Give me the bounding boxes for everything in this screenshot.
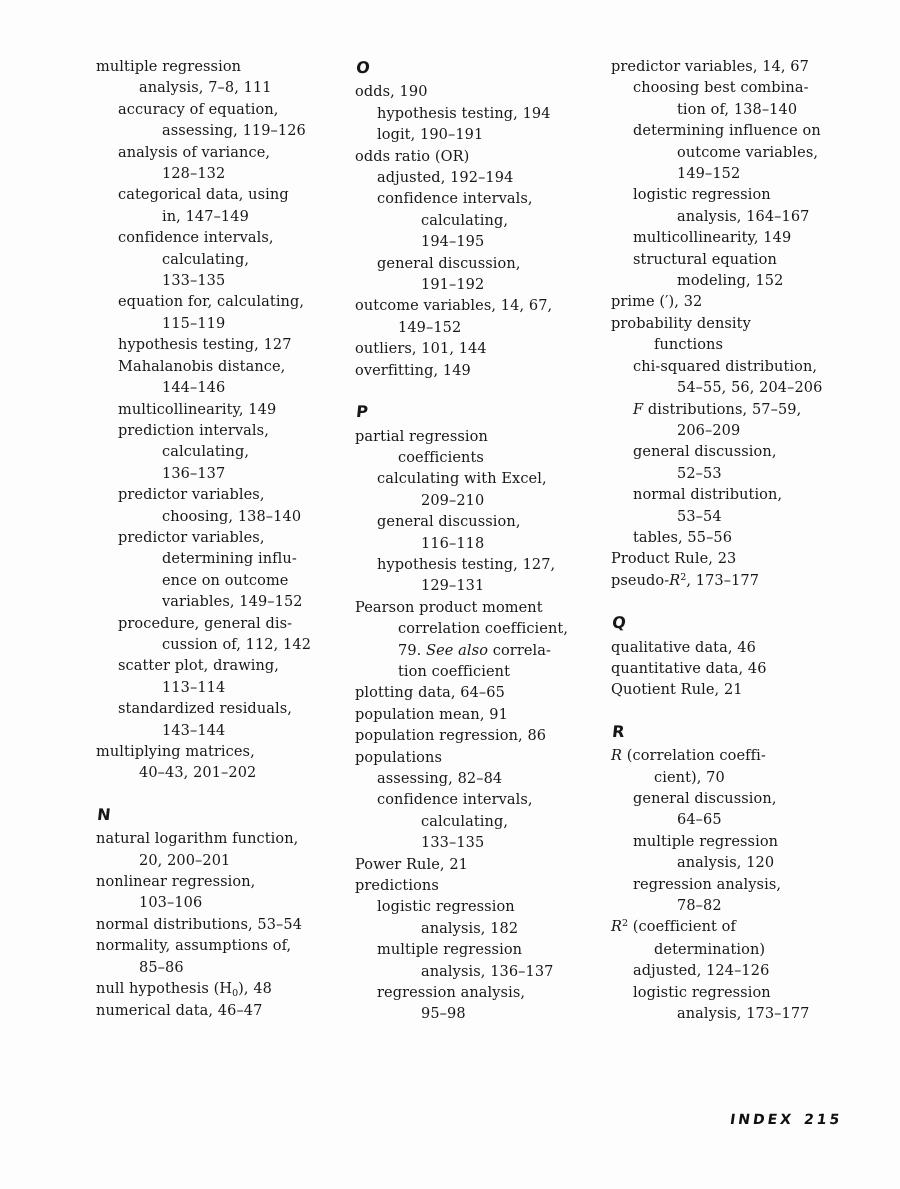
index-line: 209–210 — [421, 492, 485, 509]
index-line: logit, 190–191 — [377, 127, 484, 144]
index-line: 133–135 — [162, 273, 226, 290]
section-letter: Q — [611, 613, 627, 633]
index-line: regression analysis, — [377, 985, 526, 1002]
page-footer — [729, 1112, 843, 1128]
index-line: outcome variables, — [677, 144, 819, 161]
index-line: equation for, calculating, — [118, 294, 305, 311]
index-line: multiple regression — [633, 833, 779, 850]
index-line: normality, assumptions of, — [96, 938, 292, 955]
index-line: 103–106 — [139, 895, 203, 912]
index-column — [96, 57, 351, 1023]
index-line: prediction intervals, — [118, 422, 269, 439]
index-line: functions — [654, 337, 724, 354]
index-line: 149–152 — [677, 166, 741, 183]
index-line: prime (′), 32 — [611, 294, 703, 311]
index-line: population mean, 91 — [355, 706, 508, 723]
index-line: calculating, — [162, 444, 250, 461]
index-line: choosing, 138–140 — [162, 508, 302, 525]
index-line: populations — [355, 749, 442, 766]
index-line: chi-squared distribution, — [633, 358, 818, 375]
index-line: 116–118 — [421, 535, 485, 552]
index-line: variables, 149–152 — [162, 594, 303, 611]
index-line: outcome variables, 14, 67, — [355, 298, 553, 315]
index-line: 144–146 — [162, 380, 226, 397]
index-line: 54–55, 56, 204–206 — [677, 380, 823, 397]
index-line: analysis, 164–167 — [677, 208, 810, 225]
index-line: calculating, — [162, 251, 250, 268]
index-line: analysis, 7–8, 111 — [139, 80, 272, 97]
index-line: 128–132 — [162, 166, 226, 183]
footer-page-number: 215 — [802, 1112, 844, 1128]
index-line: logistic regression — [633, 984, 771, 1001]
index-line: confidence intervals, — [377, 792, 533, 809]
index-line: predictor variables, — [118, 529, 265, 546]
index-line: calculating with Excel, — [377, 471, 547, 488]
index-line: analysis of variance, — [118, 144, 271, 161]
index-line: calculating, — [421, 212, 509, 229]
index-line: 206–209 — [677, 422, 741, 439]
index-line: modeling, 152 — [677, 273, 784, 290]
index-line: accuracy of equation, — [118, 101, 279, 118]
index-line: pseudo-$R^2$, 173–177 — [611, 571, 760, 589]
index-line: Quotient Rule, 21 — [611, 682, 743, 699]
index-line: quantitative data, 46 — [611, 660, 767, 677]
index-line: choosing best combina- — [633, 80, 809, 97]
index-line: coefficients — [398, 449, 484, 466]
index-line: 113–114 — [162, 679, 226, 696]
index-line: multicollinearity, 149 — [633, 230, 792, 247]
index-line: Power Rule, 21 — [355, 856, 468, 873]
index-line: 64–65 — [677, 812, 722, 829]
index-line: overfitting, 149 — [355, 362, 471, 379]
index-line: partial regression — [355, 428, 488, 445]
index-line: in, 147–149 — [162, 208, 249, 225]
footer-index-label: INDEX — [728, 1112, 795, 1128]
index-line: predictions — [355, 878, 439, 895]
index-line: Pearson product moment — [355, 599, 543, 616]
index-line: 40–43, 201–202 — [139, 765, 257, 782]
index-line: general discussion, — [377, 514, 521, 531]
index-line: 129–131 — [421, 578, 485, 595]
section-letter: R — [611, 721, 626, 741]
index-line: 95–98 — [421, 1006, 466, 1023]
index-line: regression analysis, — [633, 876, 782, 893]
index-line: hypothesis testing, 194 — [377, 105, 551, 122]
index-line: 133–135 — [421, 835, 485, 852]
index-line: population regression, 86 — [355, 728, 547, 745]
index-line: logistic regression — [377, 899, 515, 916]
index-line: analysis, 136–137 — [421, 963, 554, 980]
index-line: general discussion, — [377, 255, 521, 272]
index-line: 149–152 — [398, 319, 462, 336]
index-line: general discussion, — [633, 791, 777, 807]
index-line: odds, 190 — [355, 84, 428, 101]
index-line: structural equation — [633, 251, 777, 268]
index-line: 52–53 — [677, 465, 722, 482]
index-line: 53–54 — [677, 508, 722, 525]
index-line: odds ratio (OR) — [355, 148, 470, 165]
index-line: ence on outcome — [162, 572, 289, 589]
index-line: multicollinearity, 149 — [118, 401, 277, 418]
index-line: 78–82 — [677, 898, 722, 915]
index-line: 20, 200–201 — [139, 852, 231, 869]
index-line: 79. See also correla- — [398, 642, 552, 659]
index-line: F distributions, 57–59, — [633, 401, 802, 418]
index-line: analysis, 173–177 — [677, 1006, 810, 1023]
index-line: general discussion, — [633, 444, 777, 461]
section-letter: P — [355, 402, 369, 422]
index-line: multiple regression — [377, 942, 523, 959]
index-line: 85–86 — [139, 959, 184, 976]
index-line: $R^2$ (coefficient of — [611, 918, 736, 936]
index-line: normal distributions, 53–54 — [96, 916, 303, 933]
index-line: multiplying matrices, — [96, 744, 255, 760]
section-letter: O — [355, 58, 371, 77]
index-line: R (correlation coeffi- — [611, 748, 766, 765]
index-line: tion coefficient — [398, 663, 511, 680]
index-line: adjusted, 124–126 — [633, 963, 770, 980]
index-line: assessing, 119–126 — [162, 123, 306, 140]
index-line: determining influ- — [162, 551, 297, 568]
section-letter: N — [96, 804, 112, 824]
index-line: standardized residuals, — [118, 701, 292, 718]
index-line: logistic regression — [633, 187, 771, 204]
index-line: analysis, 182 — [421, 920, 519, 937]
index-line: predictor variables, 14, 67 — [611, 59, 809, 75]
index-line: determining influence on — [633, 123, 821, 140]
index-line: Mahalanobis distance, — [118, 358, 286, 375]
index-line: null hypothesis $(H_0)$, 48 — [96, 981, 272, 1000]
index-line: analysis, 120 — [677, 855, 775, 872]
index-line: correlation coefficient, — [398, 621, 569, 638]
index-line: confidence intervals, — [377, 191, 533, 208]
index-line: tables, 55–56 — [633, 529, 733, 546]
index-column — [355, 57, 605, 1026]
index-line: 191–192 — [421, 277, 485, 294]
index-line: qualitative data, 46 — [611, 639, 756, 656]
index-line: multiple regression — [96, 59, 242, 75]
index-line: normal distribution, — [633, 487, 783, 504]
index-line: outliers, 101, 144 — [355, 341, 487, 358]
index-line: assessing, 82–84 — [377, 771, 503, 787]
index-line: probability density — [611, 315, 751, 332]
index-line: scatter plot, drawing, — [118, 658, 280, 675]
index-column — [611, 57, 881, 1025]
index-line: cient), 70 — [654, 769, 725, 786]
index-line: procedure, general dis- — [118, 615, 293, 632]
index-line: hypothesis testing, 127, — [377, 556, 556, 573]
index-line: adjusted, 192–194 — [377, 170, 514, 187]
index-line: determination) — [654, 941, 766, 958]
index-line: numerical data, 46–47 — [96, 1003, 263, 1020]
index-line: predictor variables, — [118, 487, 265, 504]
index-line: tion of, 138–140 — [677, 101, 798, 118]
index-line: 194–195 — [421, 234, 485, 251]
index-line: confidence intervals, — [118, 230, 274, 247]
index-line: plotting data, 64–65 — [355, 685, 505, 702]
index-line: categorical data, using — [118, 187, 289, 204]
index-line: nonlinear regression, — [96, 874, 256, 891]
index-line: cussion of, 112, 142 — [162, 636, 312, 653]
index-line: calculating, — [421, 813, 509, 830]
index-line: 136–137 — [162, 465, 226, 482]
index-line: 143–144 — [162, 722, 226, 739]
index-line: hypothesis testing, 127 — [118, 337, 292, 354]
index-line: natural logarithm function, — [96, 831, 299, 848]
index-line: 115–119 — [162, 315, 226, 332]
index-line: Product Rule, 23 — [611, 551, 737, 568]
